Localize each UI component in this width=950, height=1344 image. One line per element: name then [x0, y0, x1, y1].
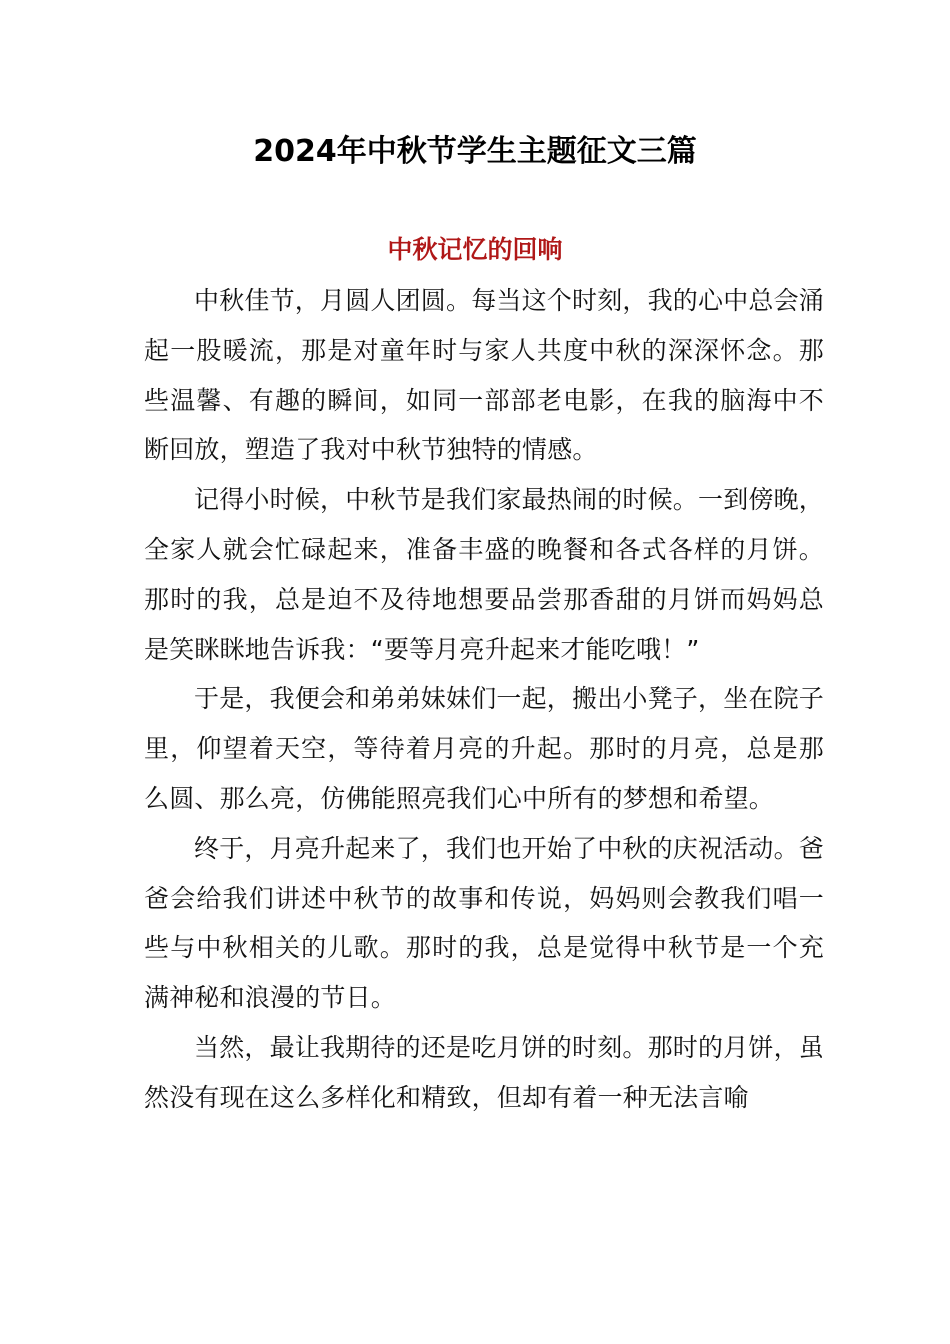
- paragraph-3: 于是，我便会和弟弟妹妹们一起，搬出小凳子，坐在院子里，仰望着天空，等待着月亮的升起。那时的月亮，总是那么圆、那么亮，仿佛能照亮我们心中所有的梦想和希望。: [144, 684, 825, 813]
- paragraph-5: 当然，最让我期待的还是吃月饼的时刻。那时的月饼，虽然没有现在这么多样化和精致，但却有着一种无法言喻: [144, 1032, 825, 1112]
- essay-title: 中秋记忆的回响: [387, 235, 563, 264]
- essay-body: [144, 276, 824, 1123]
- document-title: 2024年中秋节学生主题征文三篇: [253, 134, 697, 169]
- paragraph-4: 终于，月亮升起来了，我们也开始了中秋的庆祝活动。爸爸会给我们讲述中秋节的故事和传说，妈妈则会教我们唱一些与中秋相关的儿歌。那时的我，总是觉得中秋节是一个充满神秘和浪漫的节日。: [144, 833, 825, 1013]
- paragraph-1: 中秋佳节，月圆人团圆。每当这个时刻，我的心中总会涌起一股暖流，那是对童年时与家人共度中秋的深深怀念。那些温馨、有趣的瞬间，如同一部部老电影，在我的脑海中不断回放，塑造了我对中秋节独特的情感。: [144, 286, 825, 465]
- paragraph-2: 记得小时候，中秋节是我们家最热闹的时候。一到傍晚，全家人就会忙碌起来，准备丰盛的晚餐和各式各样的月饼。那时的我，总是迫不及待地想要品尝那香甜的月饼而妈妈总是笑眯眯地告诉我：“要等月亮升起来才能吃哦！”: [144, 485, 825, 664]
